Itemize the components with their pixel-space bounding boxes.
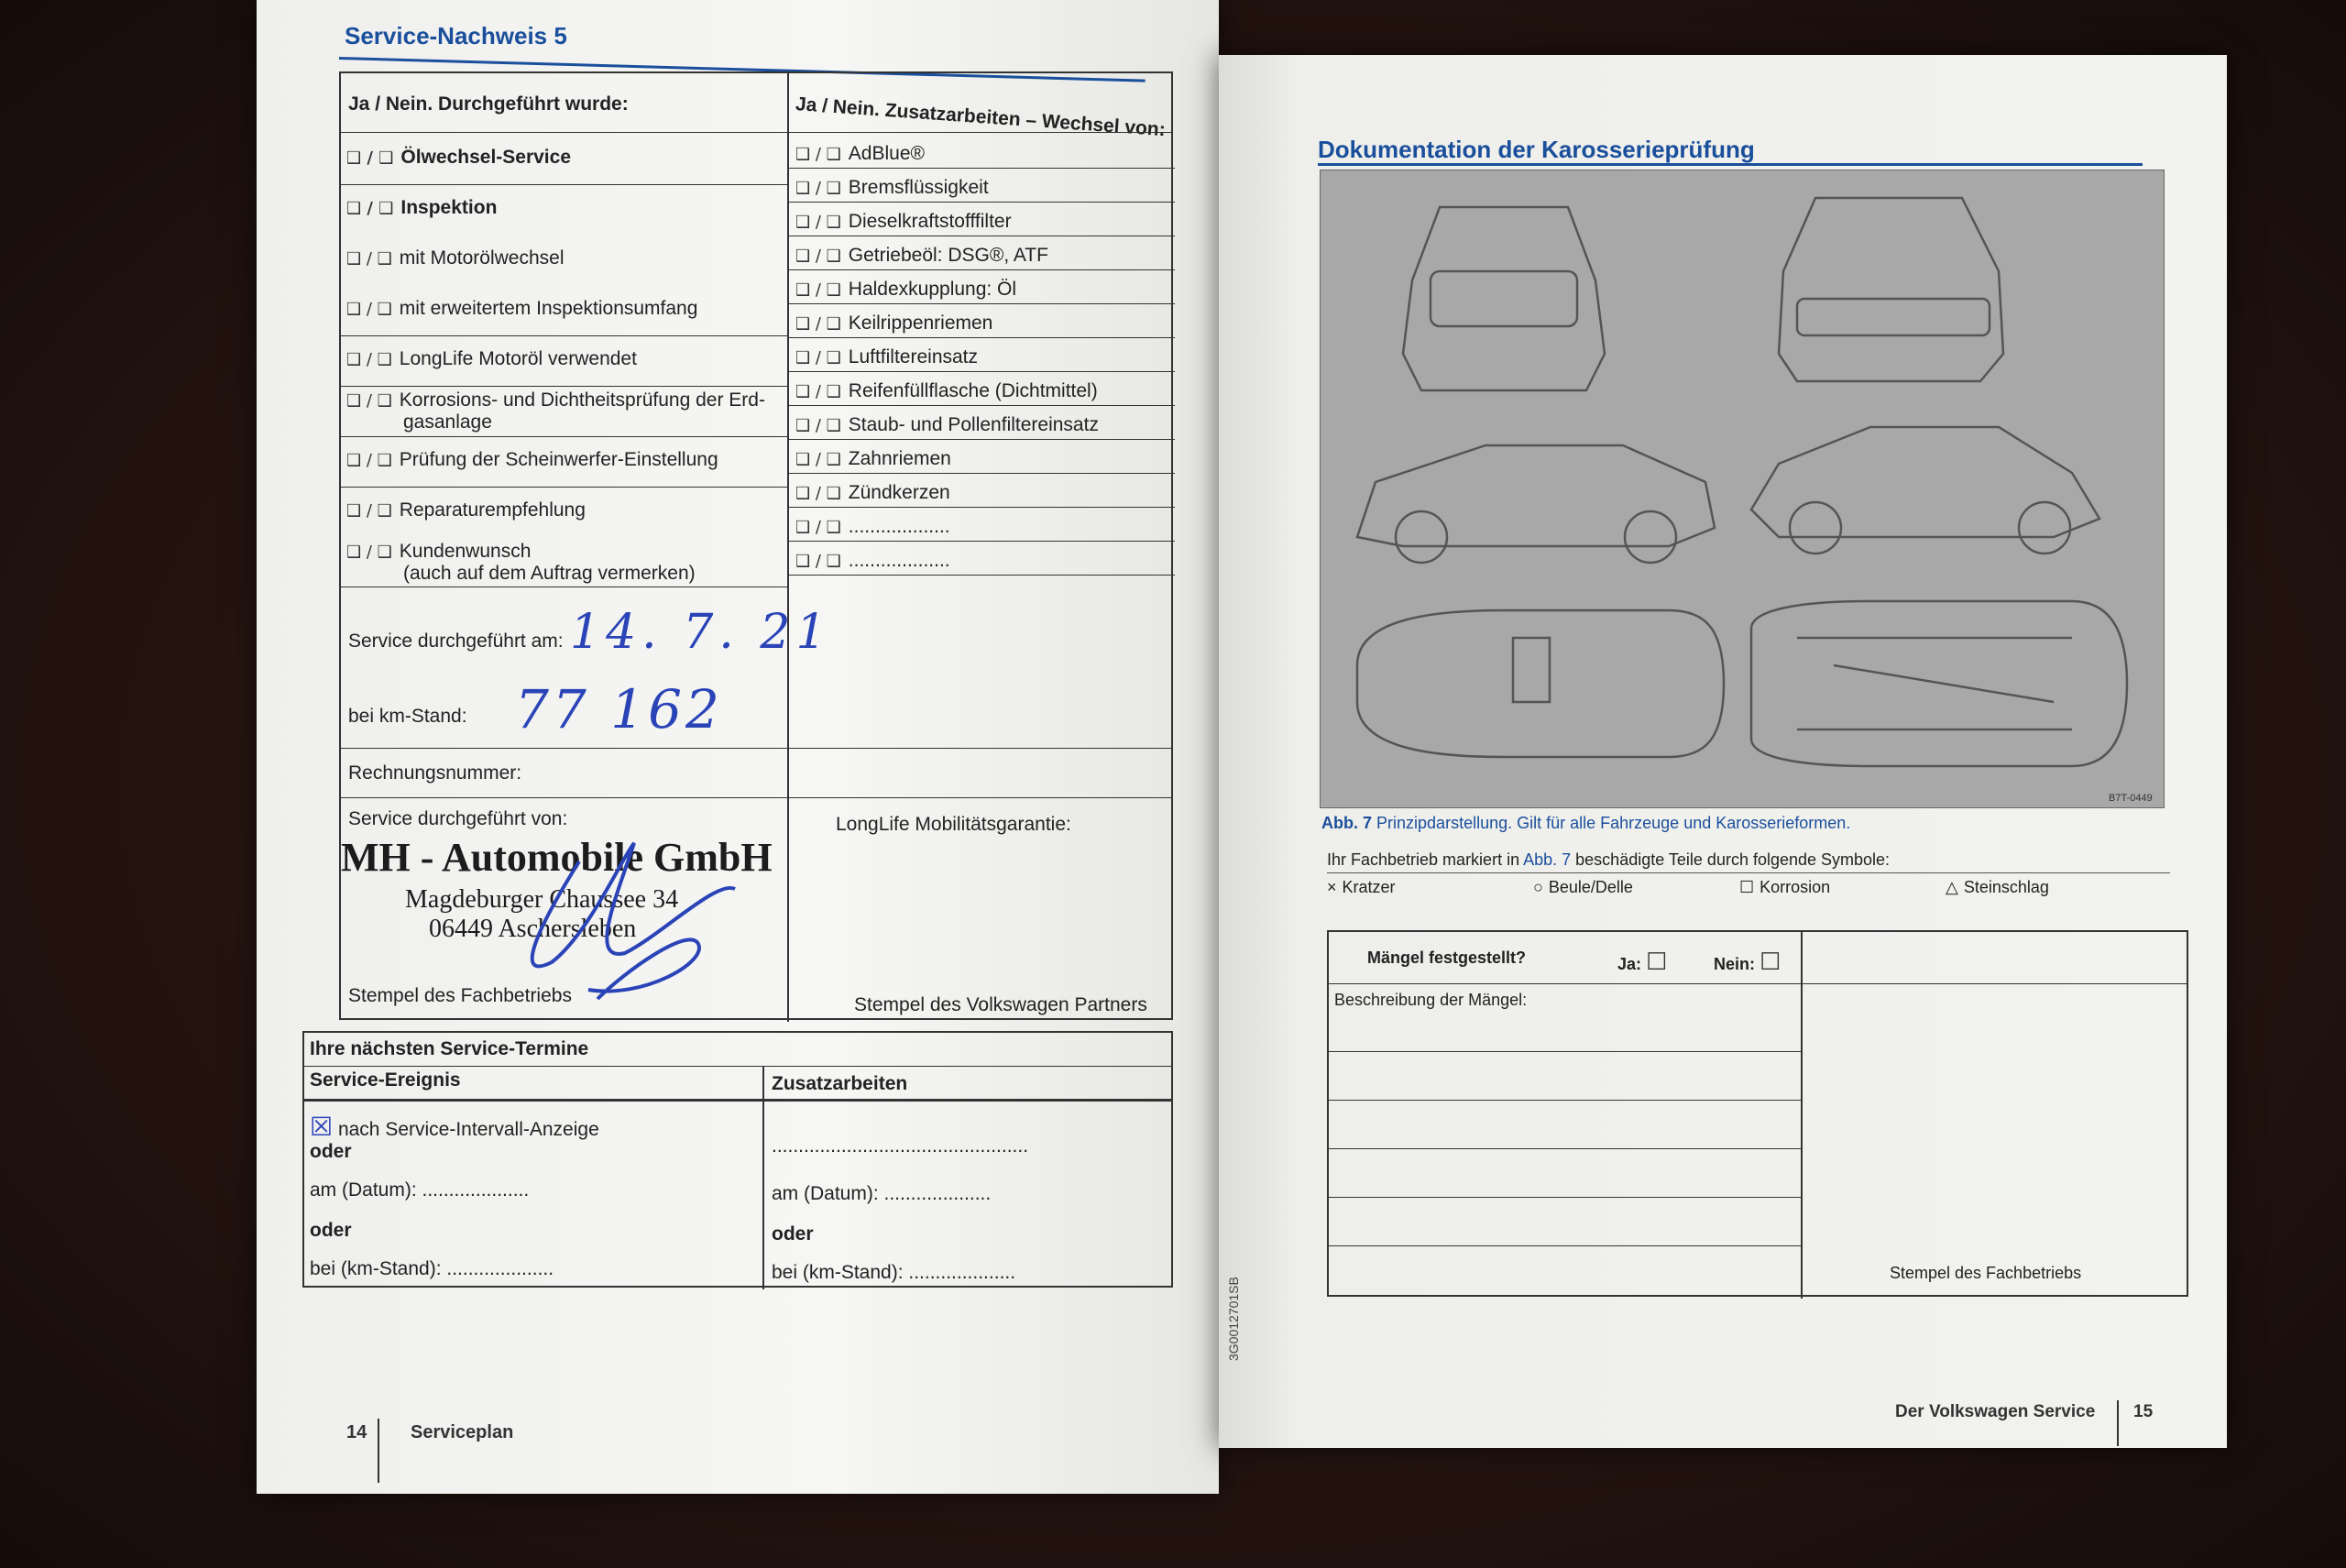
row-divider xyxy=(341,436,787,437)
checkbox-pair-icon[interactable]: ❑ / ❑ xyxy=(346,543,392,562)
symbol-label: Beule/Delle xyxy=(1548,878,1633,896)
next-service-table xyxy=(302,1031,1173,1288)
row-divider xyxy=(341,335,787,336)
left-item-row xyxy=(346,541,696,585)
caption-label: Abb. 7 xyxy=(1321,814,1373,832)
ja-label: Ja: xyxy=(1617,955,1642,973)
symbol-glyph-icon: × xyxy=(1327,878,1337,896)
right-item-label: Bremsflüssigkeit xyxy=(848,177,989,198)
row-divider xyxy=(1329,1051,1801,1052)
right-item-label: Zündkerzen xyxy=(848,482,950,503)
row-divider xyxy=(341,797,1171,798)
right-item-row xyxy=(795,279,1016,301)
stamp-city: 06449 Aschersleben xyxy=(429,915,637,943)
right-item-row xyxy=(795,380,1098,402)
col2-header: Ja / Nein. Zusatzarbeiten – Wechsel von: xyxy=(795,93,1167,141)
checkbox-pair-icon[interactable]: ❑ / ❑ xyxy=(795,179,841,198)
left-item-row xyxy=(346,197,497,219)
next-extra-dots: ................................................ xyxy=(772,1135,1029,1157)
right-item-label: AdBlue® xyxy=(848,143,925,164)
left-item-label: Kundenwunsch xyxy=(399,541,532,562)
right-item-label: Zahnriemen xyxy=(848,448,951,469)
oder-label: oder xyxy=(772,1223,814,1245)
checkbox-pair-icon[interactable]: ❑ / ❑ xyxy=(795,552,841,571)
km-handwritten: 77 162 xyxy=(515,678,723,740)
checkbox-pair-icon[interactable]: ❑ / ❑ xyxy=(795,518,841,537)
stamp-street: Magdeburger Chaussee 34 xyxy=(405,885,679,914)
left-item-row xyxy=(346,298,697,320)
checkbox-pair-icon[interactable]: ❑ / ❑ xyxy=(346,451,392,470)
row-divider xyxy=(341,487,787,488)
column-divider xyxy=(1801,932,1803,1299)
nein-label: Nein: xyxy=(1714,955,1755,973)
right-item-label: ................... xyxy=(848,550,950,571)
row-divider xyxy=(787,405,1175,406)
page-number: 15 xyxy=(2133,1402,2154,1421)
row-divider xyxy=(787,575,1175,576)
row-divider xyxy=(304,1066,1171,1067)
left-item-label: Prüfung der Scheinwerfer-Einstellung xyxy=(399,449,718,470)
symbol-label: Steinschlag xyxy=(1963,878,2049,896)
left-item-row xyxy=(346,389,765,433)
row-divider xyxy=(341,748,1171,749)
nein-checkbox[interactable]: ☐ xyxy=(1760,948,1781,976)
body-check-title: Dokumentation der Karosserieprüfung xyxy=(1318,136,1755,163)
right-item-row xyxy=(795,313,992,334)
checkbox-pair-icon[interactable]: ❑ / ❑ xyxy=(795,484,841,503)
checkbox-pair-icon[interactable]: ❑ / ❑ xyxy=(795,416,841,435)
next-col1-header: Service-Ereignis xyxy=(310,1069,461,1091)
checkbox-pair-icon[interactable]: ❑ / ❑ xyxy=(795,450,841,469)
row-divider xyxy=(304,1099,1171,1102)
service-date-label: Service durchgeführt am: xyxy=(348,630,564,652)
left-item-row xyxy=(346,449,718,471)
page-number: 14 xyxy=(346,1422,367,1442)
figure-caption xyxy=(1321,814,1850,833)
right-item-label: Dieselkraftstofffilter xyxy=(848,211,1012,232)
right-page xyxy=(1219,55,2227,1448)
symbol-label: Kratzer xyxy=(1342,878,1396,896)
left-item-label: mit Motorölwechsel xyxy=(399,247,565,269)
next-extra-date: am (Datum): .................... xyxy=(772,1183,992,1204)
stamp-company-name: MH - Automobile GmbH xyxy=(341,835,773,880)
column-divider xyxy=(762,1066,764,1289)
oder-label: oder xyxy=(310,1220,352,1241)
next-service-title: Ihre nächsten Service-Termine xyxy=(310,1038,589,1059)
car-diagram xyxy=(1320,170,2165,808)
invoice-label: Rechnungsnummer: xyxy=(348,762,522,784)
row-divider xyxy=(787,371,1175,372)
row-divider xyxy=(341,184,787,185)
symbols-intro-a: Ihr Fachbetrieb markiert in xyxy=(1327,850,1520,869)
symbol-legend-item xyxy=(1327,878,1396,897)
row-divider xyxy=(1329,1100,1801,1101)
checkbox-pair-icon[interactable]: ❑ / ❑ xyxy=(346,300,392,319)
row-divider xyxy=(787,168,1175,169)
defects-table xyxy=(1327,930,2188,1297)
row-divider xyxy=(787,439,1175,440)
oder-label: oder xyxy=(310,1141,352,1162)
next-km-field: bei (km-Stand): .................... xyxy=(310,1258,554,1279)
caption-text: Prinzipdarstellung. Gilt für alle Fahrzeuge und Karosserieformen. xyxy=(1376,814,1851,832)
next-interval-label: nach Service-Intervall-Anzeige xyxy=(337,1119,599,1140)
symbol-label: Korrosion xyxy=(1760,878,1831,896)
right-item-row xyxy=(795,516,950,538)
row-divider xyxy=(787,337,1175,338)
checkbox-pair-icon[interactable]: ❑ / ❑ xyxy=(346,249,392,269)
row-divider xyxy=(787,507,1175,508)
row-divider xyxy=(787,269,1175,270)
left-item-label: Ölwechsel-Service xyxy=(400,147,571,168)
row-divider xyxy=(1329,1245,1801,1246)
checkbox-pair-icon[interactable]: ❑ / ❑ xyxy=(346,148,394,168)
column-divider xyxy=(787,73,789,1022)
right-item-row xyxy=(795,346,978,368)
row-divider xyxy=(1329,983,2187,984)
stamp-label: Stempel des Fachbetriebs xyxy=(1890,1264,2082,1282)
footer-text: Der Volkswagen Service xyxy=(1895,1402,2096,1421)
checkbox-pair-icon[interactable]: ❑ / ❑ xyxy=(795,280,841,300)
stamp-right-label: Stempel des Volkswagen Partners xyxy=(854,994,1147,1015)
performed-by-label: Service durchgeführt von: xyxy=(348,808,568,829)
left-item-row xyxy=(346,147,571,169)
longlife-label: LongLife Mobilitätsgarantie: xyxy=(836,814,1071,835)
checkbox-pair-icon[interactable]: ❑ / ❑ xyxy=(795,145,841,164)
side-code: 3G0012701SB xyxy=(1226,1277,1241,1361)
row-divider xyxy=(787,473,1175,474)
km-label: bei km-Stand: xyxy=(348,706,467,727)
right-item-row xyxy=(795,414,1099,436)
checkbox-pair-icon[interactable]: ❑ / ❑ xyxy=(795,314,841,334)
ja-option[interactable] xyxy=(1617,948,1674,976)
checkbox-pair-icon[interactable]: ❑ / ❑ xyxy=(795,213,841,232)
footer-divider xyxy=(2117,1400,2119,1446)
next-date-field: am (Datum): .................... xyxy=(310,1179,530,1201)
right-item-row xyxy=(795,211,1012,233)
checkbox-pair-icon[interactable]: ❑ / ❑ xyxy=(795,247,841,266)
checkbox-pair-icon[interactable]: ❑ / ❑ xyxy=(346,350,392,369)
right-item-row xyxy=(795,143,925,165)
ja-checkbox[interactable]: ☐ xyxy=(1646,948,1668,976)
right-item-label: ................... xyxy=(848,516,950,537)
symbols-intro xyxy=(1327,850,1890,870)
defects-question: Mängel festgestellt? xyxy=(1367,948,1527,967)
row-divider xyxy=(1329,1148,1801,1149)
symbols-rule xyxy=(1327,872,2170,873)
symbol-glyph-icon: ○ xyxy=(1533,878,1543,896)
left-item-label: Reparaturempfehlung xyxy=(399,499,586,521)
col1-header: Ja / Nein. Durchgeführt wurde: xyxy=(348,93,629,115)
symbol-legend-item xyxy=(1946,878,2049,897)
left-item-label: LongLife Motoröl verwendet xyxy=(399,348,637,369)
header-divider xyxy=(341,132,1171,133)
left-item-row xyxy=(346,348,637,370)
figure-id: B7T-0449 xyxy=(2109,793,2153,804)
symbols-intro-b: beschädigte Teile durch folgende Symbole: xyxy=(1575,850,1891,869)
right-item-label: Getriebeöl: DSG®, ATF xyxy=(848,245,1048,266)
checkbox-pair-icon[interactable]: ❑ / ❑ xyxy=(346,501,392,521)
left-item-row xyxy=(346,499,586,521)
right-item-row xyxy=(795,245,1048,267)
right-item-row xyxy=(795,448,951,470)
row-divider xyxy=(787,202,1175,203)
right-item-row xyxy=(795,482,950,504)
footer-divider xyxy=(378,1419,379,1483)
symbol-glyph-icon: △ xyxy=(1946,878,1958,896)
next-interval-item xyxy=(310,1112,599,1142)
checkbox-pair-icon[interactable]: ❑ / ❑ xyxy=(795,382,841,401)
left-item-label: Korrosions- und Dichtheitsprüfung der Erd- xyxy=(399,389,765,411)
next-extra-km: bei (km-Stand): .................... xyxy=(772,1262,1016,1283)
car-outlines-illustration xyxy=(1321,170,2164,807)
nein-option[interactable] xyxy=(1714,948,1788,976)
service-table xyxy=(339,71,1173,1020)
right-item-row xyxy=(795,550,950,572)
left-page xyxy=(257,0,1219,1494)
checkbox-pair-icon[interactable]: ❑ / ❑ xyxy=(346,391,392,411)
title-rule xyxy=(1318,163,2143,166)
symbol-legend-item xyxy=(1739,878,1830,897)
row-divider xyxy=(787,541,1175,542)
page-title: Service-Nachweis 5 xyxy=(345,22,567,49)
symbol-glyph-icon: ☐ xyxy=(1739,878,1755,896)
stamp-left-label: Stempel des Fachbetriebs xyxy=(348,985,572,1006)
checkbox-pair-icon[interactable]: ❑ / ❑ xyxy=(346,199,394,218)
page-section: Serviceplan xyxy=(411,1422,514,1442)
right-item-row xyxy=(795,177,989,199)
description-label: Beschreibung der Mängel: xyxy=(1334,991,1528,1009)
checked-mark-icon: ☒ xyxy=(310,1112,334,1142)
right-item-label: Staub- und Pollenfiltereinsatz xyxy=(848,414,1099,435)
left-item-label: Inspektion xyxy=(400,197,498,218)
symbols-intro-ref: Abb. 7 xyxy=(1523,850,1572,869)
right-item-label: Keilrippenriemen xyxy=(848,313,993,334)
right-item-label: Haldexkupplung: Öl xyxy=(848,279,1017,300)
right-item-label: Luftfiltereinsatz xyxy=(848,346,979,367)
next-col2-header: Zusatzarbeiten xyxy=(772,1073,908,1094)
left-item-label: mit erweitertem Inspektionsumfang xyxy=(399,298,698,319)
symbol-legend-item xyxy=(1533,878,1633,897)
checkbox-pair-icon[interactable]: ❑ / ❑ xyxy=(795,348,841,367)
left-item-label-line2: gasanlage xyxy=(403,411,492,433)
row-divider xyxy=(341,386,787,387)
service-date-handwritten: 14. 7. 21 xyxy=(570,605,832,660)
left-item-row xyxy=(346,247,565,269)
left-item-label-line2: (auch auf dem Auftrag vermerken) xyxy=(403,563,696,584)
right-item-label: Reifenfüllflasche (Dichtmittel) xyxy=(848,380,1098,401)
row-divider xyxy=(1329,1197,1801,1198)
row-divider xyxy=(787,303,1175,304)
